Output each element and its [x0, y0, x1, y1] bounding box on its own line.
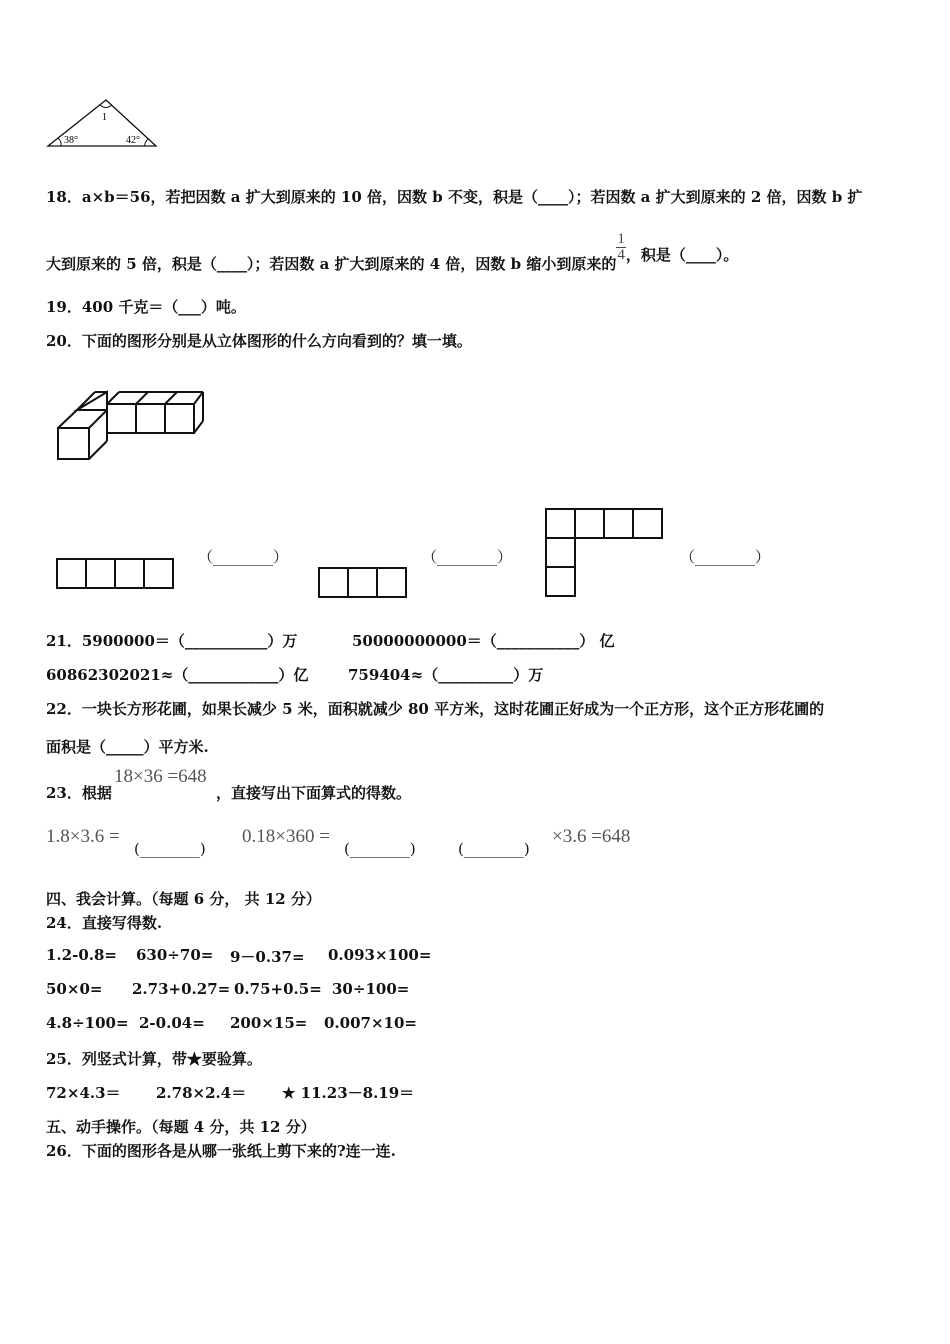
q26: 26．下面的图形各是从哪一张纸上剪下来的?连一连.: [46, 1142, 396, 1160]
view3-answer-blank[interactable]: （________）: [680, 548, 771, 566]
triangle-angle-right: 42°: [126, 135, 140, 146]
q23-formula: 18×36 =648: [114, 766, 207, 787]
q25-item1: 72×4.3＝: [46, 1084, 121, 1102]
q23-item2: 0.18×360 =: [242, 826, 330, 847]
section4-heading: 四、我会计算。（每题 6 分， 共 12 分）: [46, 890, 321, 908]
triangle-angle-top: 1: [102, 112, 107, 123]
q24-r3-c3: 200×15=: [230, 1014, 308, 1032]
q24-r3-c2: 2-0.04=: [139, 1014, 205, 1032]
q18-line1: 18．a×b＝56，若把因数 a 扩大到原来的 10 倍，因数 b 不变，积是（____）；若因数 a 扩大到原来的 2 倍，因数 b 扩: [46, 188, 863, 206]
q21-a: 21．5900000＝（___________）万: [46, 632, 298, 650]
view1-answer-blank[interactable]: （________）: [198, 548, 289, 566]
q25-item2: 2.78×2.4＝: [156, 1084, 247, 1102]
q20: 20．下面的图形分别是从立体图形的什么方向看到的？填一填。: [46, 332, 472, 350]
q22-line1: 22．一块长方形花圃，如果长减少 5 米，面积就减少 80 平方米，这时花圃正好成为一个正方形，这个正方形花圃的: [46, 700, 825, 718]
view-three-squares: [318, 567, 410, 599]
q21-b: 50000000000＝（___________） 亿: [352, 632, 615, 650]
q24-r2-c1: 50×0=: [46, 980, 103, 998]
q23-blank2[interactable]: (________): [344, 840, 416, 858]
q24-r1-c4: 0.093×100=: [328, 946, 432, 964]
q24-r2-c4: 30÷100=: [332, 980, 410, 998]
q23-blank3[interactable]: (________): [458, 840, 530, 858]
one-quarter-fraction: $\frac{1}{4}$: [617, 231, 625, 263]
view-four-squares: [56, 558, 176, 590]
q23-blank1[interactable]: (________): [134, 840, 206, 858]
q21-d: 759404≈（__________）万: [348, 666, 544, 684]
cube-solid-figure: [55, 388, 215, 468]
q24-r3-c4: 0.007×10=: [324, 1014, 417, 1032]
q19: 19．400 千克＝（___）吨。: [46, 298, 246, 316]
q23-suffix: ，直接写出下面算式的得数。: [216, 784, 412, 802]
view-l-shape: [545, 508, 667, 600]
q24-r2-c2: 2.73+0.27=: [132, 980, 231, 998]
q24-r3-c1: 4.8÷100=: [46, 1014, 129, 1032]
view2-answer-blank[interactable]: （________）: [422, 548, 513, 566]
q18-line2-b: ，积是（____）。: [625, 245, 739, 264]
q23-prefix: 23．根据: [46, 784, 112, 802]
q25-item3: ★ 11.23－8.19＝: [282, 1084, 415, 1102]
q24-r2-c3: 0.75+0.5=: [234, 980, 322, 998]
section5-heading: 五、动手操作。（每题 4 分，共 12 分）: [46, 1118, 316, 1136]
q23-item1: 1.8×3.6 =: [46, 826, 120, 847]
q24-r1-c1: 1.2-0.8=: [46, 946, 117, 964]
q25-title: 25．列竖式计算，带★要验算。: [46, 1050, 262, 1068]
q24-r1-c3: 9－0.37=: [230, 948, 305, 966]
triangle-figure: [44, 96, 164, 151]
q21-c: 60862302021≈（____________）亿: [46, 666, 309, 684]
triangle-angle-left: 38°: [64, 135, 78, 146]
q23-item3: ×3.6 =648: [552, 826, 631, 847]
q22-line2: 面积是（_____）平方米.: [46, 738, 209, 756]
q24-r1-c2: 630÷70=: [136, 946, 214, 964]
q18-line2-a: 大到原来的 5 倍，积是（____）；若因数 a 扩大到原来的 4 倍，因数 b 缩小到原来的: [46, 254, 617, 273]
q18-line2: [46, 231, 739, 273]
q24-title: 24．直接写得数.: [46, 914, 163, 932]
